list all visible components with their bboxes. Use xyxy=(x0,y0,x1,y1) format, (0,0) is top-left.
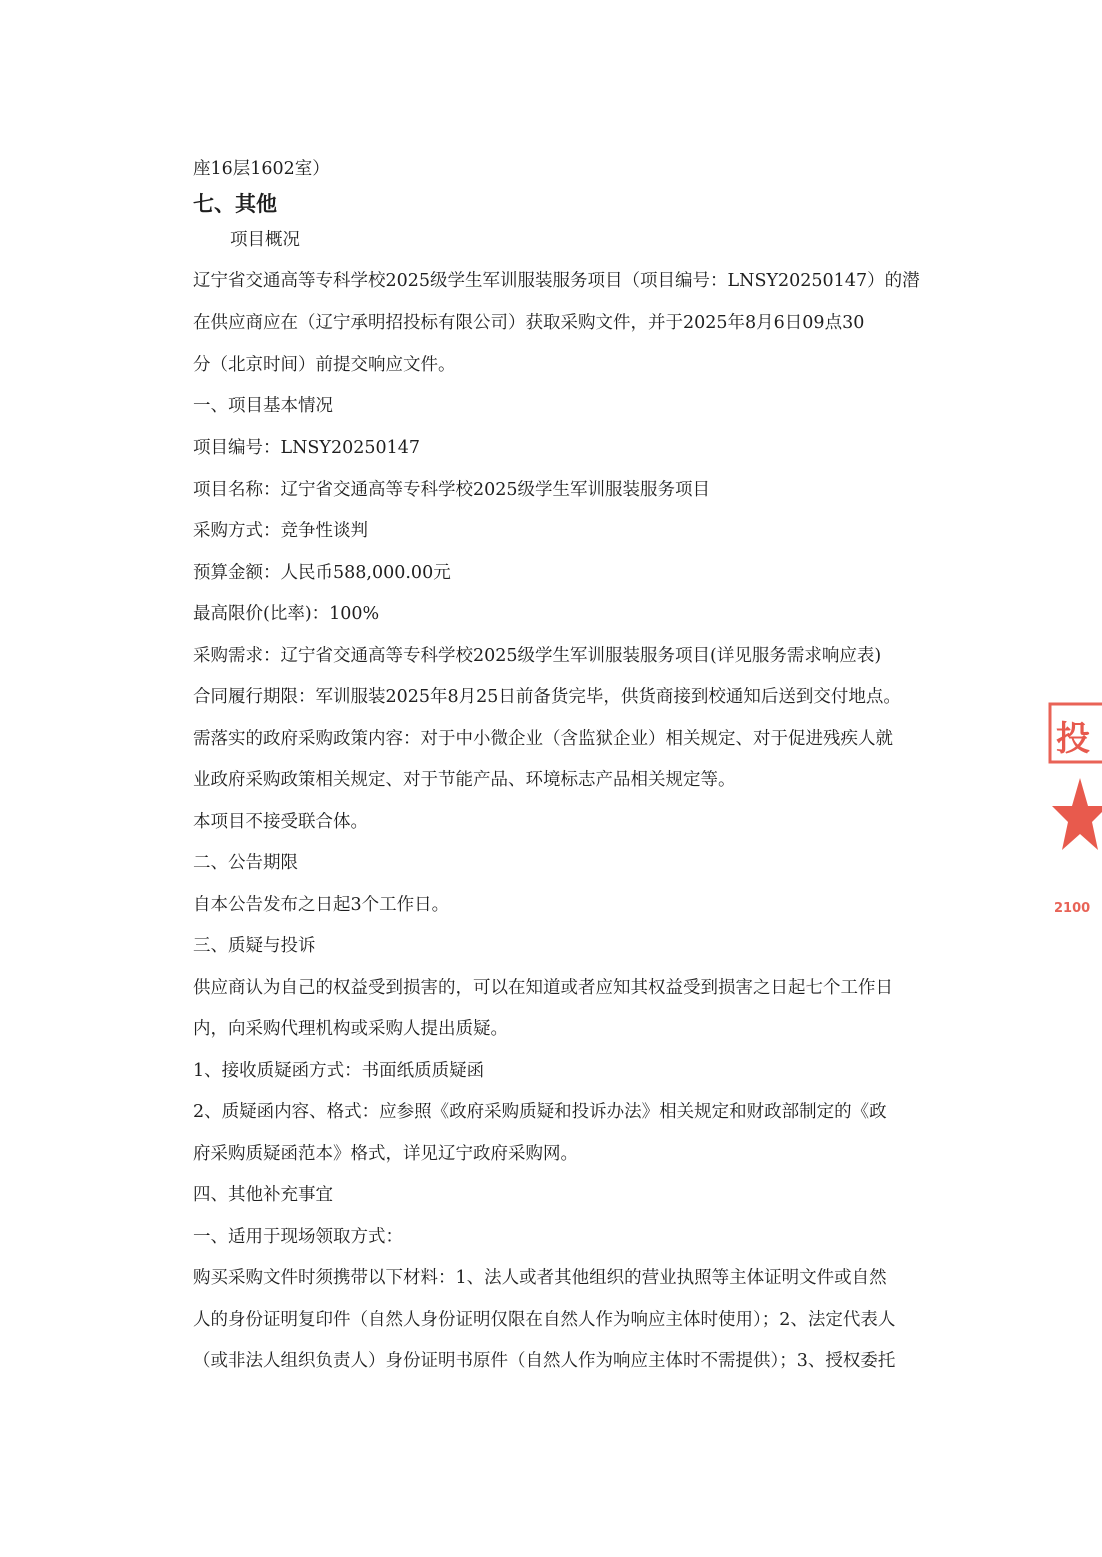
overview-title: 项目概况 xyxy=(230,230,300,250)
overview-line-2: 在供应商应在（辽宁承明招投标有限公司）获取采购文件，并于2025年8月6日09点30 xyxy=(193,313,865,333)
procurement-method: 采购方式：竞争性谈判 xyxy=(193,521,368,541)
complaints-heading: 三、质疑与投诉 xyxy=(193,936,316,956)
policy-line-2: 业政府采购政策相关规定、对于节能产品、环境标志产品相关规定等。 xyxy=(193,770,736,790)
notice-period-text: 自本公告发布之日起3个工作日。 xyxy=(193,895,450,915)
complaints-text-2: 内，向采购代理机构或采购人提出质疑。 xyxy=(193,1019,508,1039)
overview-line-1: 辽宁省交通高等专科学校2025级学生军训服装服务项目（项目编号：LNSY20250147）的潜 xyxy=(193,271,920,291)
company-seal-stamp xyxy=(1046,690,1102,935)
other-line-2: 人的身份证明复印件（自然人身份证明仅限在自然人作为响应主体时使用）；2、法定代表人 xyxy=(193,1310,896,1330)
budget-amount: 预算金额：人民币588,000.00元 xyxy=(193,563,451,583)
complaints-item-2a: 2、质疑函内容、格式：应参照《政府采购质疑和投诉办法》相关规定和财政部制定的《政 xyxy=(193,1102,887,1122)
procurement-requirement: 采购需求：辽宁省交通高等专科学校2025级学生军训服装服务项目(详见服务需求响应表) xyxy=(193,646,882,666)
complaints-item-2b: 府采购质疑函范本》格式，详见辽宁政府采购网。 xyxy=(193,1144,578,1164)
address-continuation: 座16层1602室） xyxy=(193,159,330,179)
policy-line-1: 需落实的政府采购政策内容：对于中小微企业（含监狱企业）相关规定、对于促进残疾人就 xyxy=(193,729,893,749)
section-title: 七、其他 xyxy=(193,191,277,216)
seal-star-icon xyxy=(1052,778,1102,850)
other-heading: 四、其他补充事宜 xyxy=(193,1185,333,1205)
other-line-1: 购买采购文件时须携带以下材料：1、法人或者其他组织的营业执照等主体证明文件或自然 xyxy=(193,1268,887,1288)
other-line-3: （或非法人组织负责人）身份证明书原件（自然人作为响应主体时不需提供）；3、授权委托 xyxy=(193,1351,896,1371)
notice-period-heading: 二、公告期限 xyxy=(193,853,298,873)
contract-period: 合同履行期限：军训服装2025年8月25日前备货完毕，供货商接到校通知后送到交付地点。 xyxy=(193,687,901,707)
complaints-item-1: 1、接收质疑函方式：书面纸质质疑函 xyxy=(193,1061,485,1081)
project-name: 项目名称：辽宁省交通高等专科学校2025级学生军训服装服务项目 xyxy=(193,480,711,500)
overview-line-3: 分（北京时间）前提交响应文件。 xyxy=(193,355,456,375)
basic-info-heading: 一、项目基本情况 xyxy=(193,396,333,416)
other-subheading: 一、适用于现场领取方式： xyxy=(193,1227,403,1247)
no-consortium: 本项目不接受联合体。 xyxy=(193,812,368,832)
project-number: 项目编号：LNSY20250147 xyxy=(193,438,421,458)
complaints-text-1: 供应商认为自己的权益受到损害的，可以在知道或者应知其权益受到损害之日起七个工作日 xyxy=(193,978,893,998)
max-price: 最高限价(比率)：100% xyxy=(193,604,380,624)
seal-char: 投 xyxy=(1056,719,1090,759)
seal-code: 2100 xyxy=(1054,901,1091,916)
